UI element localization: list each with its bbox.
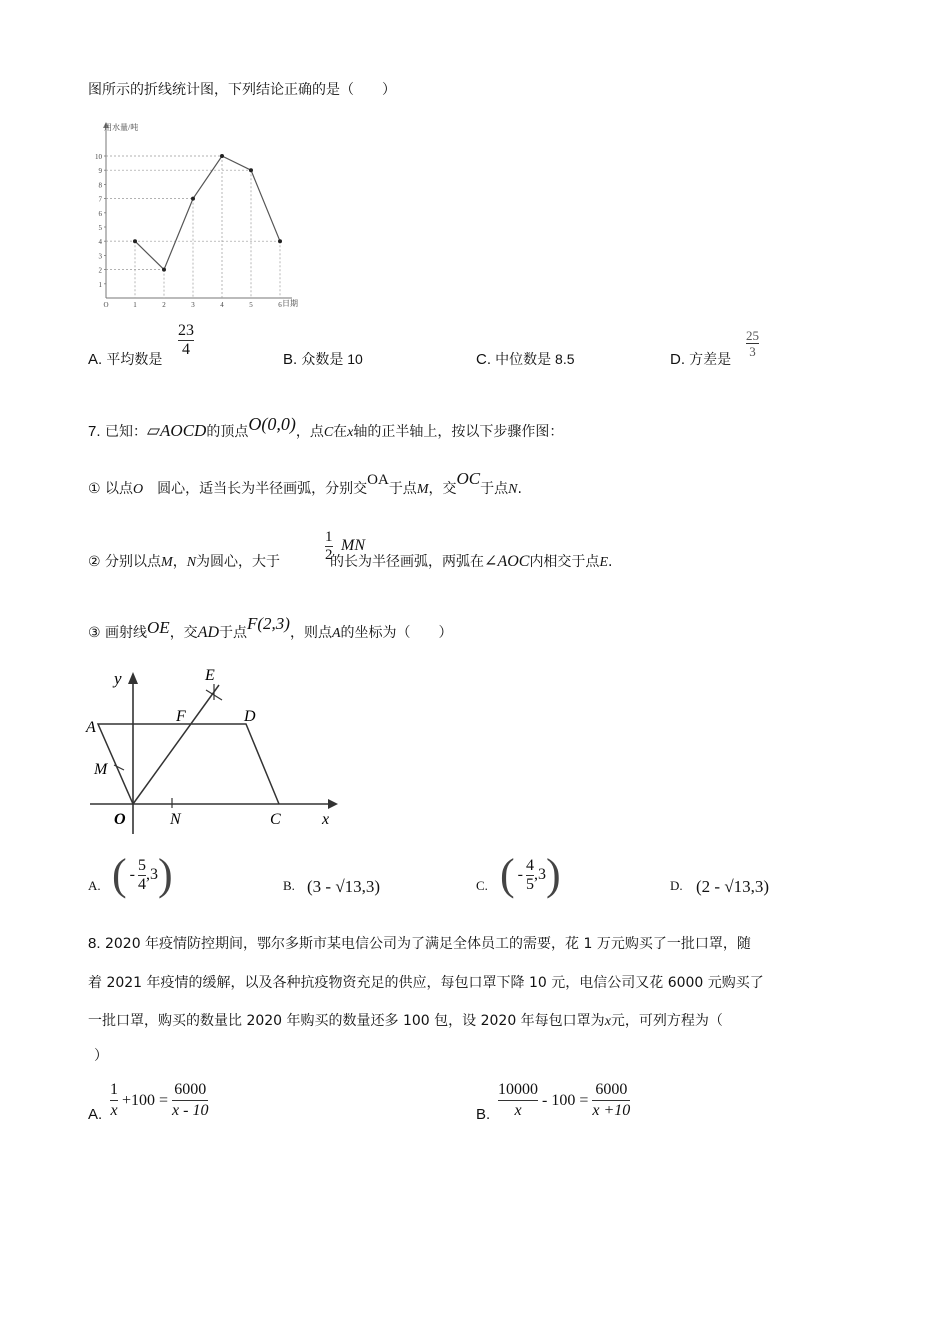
label-f: F <box>176 708 186 725</box>
point-e: E <box>599 555 608 570</box>
q7-stem <box>88 414 564 443</box>
q8-line-4: ） <box>94 1048 108 1064</box>
q7-option-c-label[interactable]: C. <box>476 878 488 893</box>
q6-intro: 图所示的折线统计图，下列结论正确的是（ ） <box>88 82 396 98</box>
text: 为圆心，大于 <box>196 554 281 570</box>
option-text: 众数是 10 <box>301 351 363 367</box>
text: 的坐标为（ ） <box>340 625 453 641</box>
numerator: 6000 <box>595 1081 628 1098</box>
data-point <box>278 239 282 243</box>
point-f: F(2,3) <box>247 614 290 633</box>
q8-option-a-label[interactable]: A. <box>88 1106 103 1123</box>
q7-step2 <box>88 552 612 573</box>
segment-oc: OC <box>456 469 481 488</box>
q8-line-2: 着 2021 年疫情的缓解，以及各种抗疫物资充足的供应，每包口罩下降 10 元，电信公司又花 6000 元购买了 <box>88 975 764 991</box>
question-number: 7. <box>88 423 101 440</box>
option-text: 中位数是 8.5 <box>495 351 575 367</box>
option-text: 方差是 <box>689 351 732 367</box>
x-tick-label: 3 <box>191 301 195 308</box>
q7-option-b[interactable]: (3 - √13,3) <box>307 877 381 896</box>
text: 在 <box>333 424 348 440</box>
point-c: C <box>323 425 334 440</box>
option-fraction <box>138 857 146 894</box>
text: ② 分别以点 <box>88 554 162 570</box>
chart-axes <box>103 122 292 298</box>
text: 内相交于点 <box>529 554 600 570</box>
segment-ad: AD <box>197 624 220 641</box>
data-point <box>162 268 166 272</box>
q7-step3 <box>88 614 453 644</box>
label-x: x <box>322 811 330 828</box>
option-text: 平均数是 <box>106 351 163 367</box>
right-paren: ) <box>157 850 173 899</box>
ray-oe: OE <box>147 618 170 637</box>
y-tick-label: 4 <box>98 238 102 247</box>
y-tick-label: 5 <box>98 224 102 232</box>
y-tick-label: 10 <box>95 153 102 161</box>
numerator: 10000 <box>498 1081 538 1098</box>
line-chart <box>92 118 312 308</box>
x-tick-label: 2 <box>162 301 166 308</box>
text: 一批口罩，购买的数量比 2020 年购买的数量还多 100 包，设 2020 年每包口罩为 <box>88 1013 605 1029</box>
fraction-1 <box>498 1080 538 1121</box>
text: 于点 <box>219 625 248 641</box>
text: ，点 <box>295 424 324 440</box>
label-n: N <box>170 811 181 828</box>
denominator: 5 <box>525 875 534 893</box>
label-d: D <box>244 708 256 725</box>
left-paren: ( <box>112 850 127 899</box>
y-tick-label: 3 <box>98 252 102 261</box>
q7-option-d[interactable]: (2 - √13,3) <box>696 877 770 896</box>
q7-step1 <box>88 469 522 500</box>
point-o: O(0,0) <box>248 414 296 434</box>
option-text: ,3 <box>533 866 546 883</box>
label-c: C <box>270 811 281 828</box>
numerator: 1 <box>325 529 333 545</box>
x-tick-label: 4 <box>220 301 224 308</box>
data-point <box>249 168 253 172</box>
operator-text: +100 = <box>122 1091 169 1109</box>
fraction-2 <box>172 1080 208 1121</box>
left-paren: ( <box>500 850 515 899</box>
q8-line-3 <box>88 1011 723 1032</box>
y-tick-label: 9 <box>98 167 102 176</box>
x-axis-label: 日期 <box>282 299 298 308</box>
q8-line-1 <box>88 934 751 954</box>
x-tick-label: 5 <box>249 301 253 308</box>
ray-oe <box>133 685 219 804</box>
x-tick-label: O <box>103 301 109 308</box>
q6-option-b[interactable] <box>283 349 363 369</box>
question-number: 8. <box>88 935 101 952</box>
x-axis-arrow <box>328 799 338 809</box>
option-label: C. <box>476 351 491 368</box>
geometry-figure <box>84 662 344 834</box>
data-point <box>191 197 195 201</box>
denominator: 4 <box>137 875 146 893</box>
y-axis-arrow <box>128 672 138 684</box>
numerator: 4 <box>525 856 534 874</box>
text: . <box>517 481 522 497</box>
q7-option-b-label[interactable]: B. <box>283 878 295 893</box>
option-label: A. <box>88 351 103 368</box>
q6-option-a-fraction <box>178 322 194 359</box>
point-n: N <box>186 555 197 570</box>
var-x: x <box>604 1014 611 1029</box>
denominator: x <box>110 1102 118 1119</box>
denominator: x <box>514 1102 522 1119</box>
q7-option-d-label[interactable]: D. <box>670 878 683 893</box>
minus-sign: - <box>517 866 523 883</box>
data-point <box>133 239 137 243</box>
q7-option-c[interactable] <box>500 850 561 900</box>
text: 2020 年疫情防控期间，鄂尔多斯市某电信公司为了满足全体员工的需要，花 1 万元购买了一批口罩，随 <box>104 936 751 952</box>
option-text: ,3 <box>145 866 158 883</box>
text: ， <box>172 554 187 570</box>
text: 于点 <box>388 481 417 497</box>
minus-sign: - <box>129 866 135 883</box>
q8-option-b[interactable] <box>498 1080 630 1121</box>
numerator: 23 <box>178 322 194 339</box>
numerator: 6000 <box>174 1081 207 1098</box>
option-label: D. <box>670 351 685 368</box>
q8-option-a[interactable] <box>110 1080 208 1121</box>
y-tick-label: 2 <box>98 266 102 275</box>
numerator: 25 <box>746 328 759 343</box>
var-x: x <box>347 425 354 440</box>
text: 已知： <box>104 424 147 440</box>
q7-half-fraction <box>325 529 333 564</box>
arc-mark-m <box>114 765 124 770</box>
numerator: 1 <box>110 1081 118 1098</box>
y-tick-label: 1 <box>98 280 102 289</box>
denominator: 4 <box>182 341 190 358</box>
text: 的长为半径画弧，两弧在 <box>330 554 485 570</box>
label-e: E <box>205 667 215 684</box>
text: ，交 <box>428 481 457 497</box>
label-y: y <box>114 669 122 688</box>
data-point <box>220 154 224 158</box>
q7-option-a-label[interactable]: A. <box>88 878 101 893</box>
segment-mn: MN <box>341 537 365 554</box>
fraction-2 <box>592 1080 630 1121</box>
denominator: 2 <box>325 547 333 563</box>
text: 于点 <box>480 481 509 497</box>
q6-option-c[interactable] <box>476 349 575 369</box>
point-a: A <box>331 626 341 641</box>
point-o: O <box>133 482 144 497</box>
point-m: M <box>161 555 173 570</box>
text: ① 以点 <box>88 481 134 497</box>
text: 轴的正半轴上，按以下步骤作图： <box>353 424 564 440</box>
denominator: 3 <box>749 344 756 359</box>
denominator: x +10 <box>592 1102 631 1119</box>
denominator: x - 10 <box>172 1102 209 1119</box>
text: 元，可列方程为（ <box>610 1013 723 1029</box>
text: ，交 <box>169 625 198 641</box>
text: ，则点 <box>289 625 332 641</box>
y-tick-label: 7 <box>98 195 102 204</box>
operator-text: - 100 = <box>542 1091 589 1109</box>
q8-option-b-label[interactable]: B. <box>476 1106 491 1123</box>
q7-option-a[interactable] <box>112 850 173 900</box>
segment-oa: OA <box>367 472 389 488</box>
series-line <box>135 156 280 270</box>
x-tick-label: 6 <box>278 301 282 308</box>
y-axis-label: 用水量/吨 <box>104 123 139 132</box>
angle-aoc: ∠AOC <box>484 553 530 570</box>
point-m: M <box>416 482 429 497</box>
text: . <box>608 554 613 570</box>
right-paren: ) <box>545 850 561 899</box>
label-a: A <box>86 719 96 736</box>
numerator: 5 <box>137 856 146 874</box>
label-o: O <box>114 811 126 828</box>
text: ③ 画射线 <box>88 625 148 641</box>
y-tick-label: 6 <box>98 209 102 218</box>
parallelogram-symbol: ▱AOCD <box>146 421 207 440</box>
option-fraction <box>526 857 534 894</box>
text: 的顶点 <box>206 424 249 440</box>
arc-intersection-e <box>206 684 222 700</box>
q6-option-d[interactable] <box>670 349 731 369</box>
x-tick-label: 1 <box>133 301 137 308</box>
fraction-1 <box>110 1080 118 1121</box>
y-tick-label: 8 <box>98 181 102 190</box>
parallelogram-aocd <box>98 724 279 804</box>
label-m: M <box>94 761 108 778</box>
option-label: B. <box>283 351 298 368</box>
q6-option-d-fraction <box>746 328 759 359</box>
point-n: N <box>508 482 518 497</box>
text: 圆心，适当长为半径画弧，分别交 <box>143 481 368 497</box>
q6-option-a[interactable] <box>88 349 162 369</box>
